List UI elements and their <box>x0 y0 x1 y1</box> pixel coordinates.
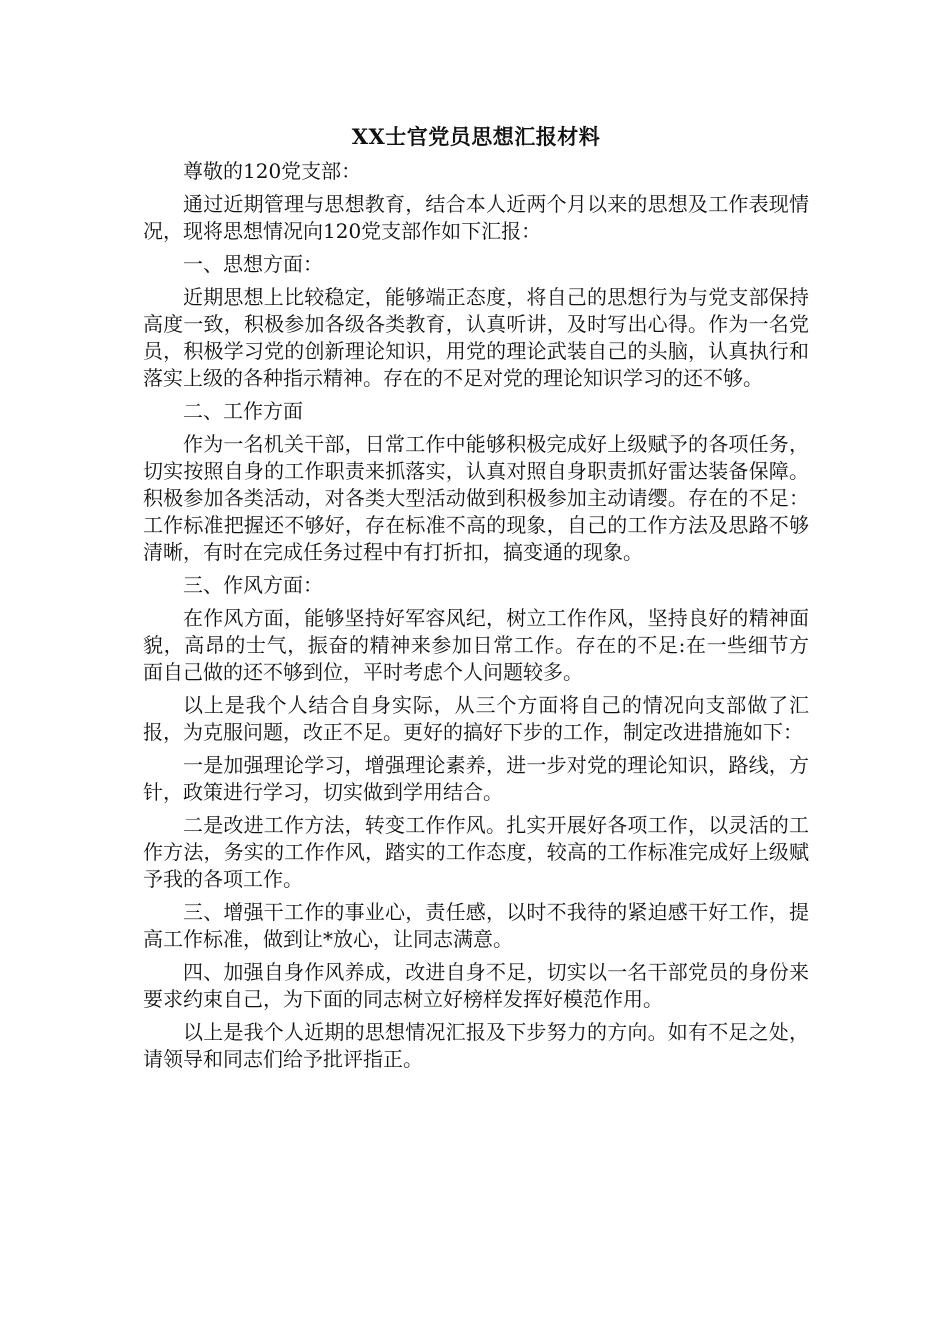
style-paragraph: 在作风方面，能够坚持好军容风纪，树立工作作风，坚持良好的精神面貌，高昂的士气，振奋的精神来参加日常工作。存在的不足:在一些细节方面自己做的还不够到位，平时考虑个人问题较多。 <box>143 606 809 684</box>
summary-paragraph: 以上是我个人结合自身实际，从三个方面将自己的情况向支部做了汇报，为克服问题，改正不足。更好的搞好下步的工作，制定改进措施如下： <box>143 693 809 744</box>
section-heading-thought: 一、思想方面： <box>183 252 323 276</box>
measure-2-paragraph: 二是改进工作方法，转变工作作风。扎实开展好各项工作，以灵活的工作方法，务实的工作作风，踏实的工作态度，较高的工作标准完成好上级赋予我的各项工作。 <box>143 813 809 891</box>
closing-paragraph: 以上是我个人近期的思想情况汇报及下步努力的方向。如有不足之处，请领导和同志们给予批评指正。 <box>143 1020 809 1071</box>
section-heading-work: 二、工作方面 <box>183 399 303 423</box>
measure-3-paragraph: 三、增强干工作的事业心，责任感，以时不我待的紧迫感干好工作，提高工作标准，做到让*放心，让同志满意。 <box>143 900 809 951</box>
work-paragraph: 作为一名机关干部，日常工作中能够积极完成好上级赋予的各项任务，切实按照自身的工作职责来抓落实，认真对照自身职责抓好雷达装备保障。积极参加各类活动，对各类大型活动做到积极参加主动请缨。存在的不足：工作标准把握还不够好，存在标准不高的现象，自己的工作方法及思路不够清晰，有时在完成任务过程中有打折扣，搞变通的现象。 <box>143 432 809 564</box>
section-heading-style: 三、作风方面： <box>183 573 323 597</box>
salutation: 尊敬的120党支部： <box>183 159 362 183</box>
document-page <box>143 122 809 1079</box>
measure-1-paragraph: 一是加强理论学习，增强理论素养，进一步对党的理论知识，路线，方针，政策进行学习，切实做到学用结合。 <box>143 753 809 804</box>
measure-4-paragraph: 四、加强自身作风养成，改进自身不足，切实以一名干部党员的身份来要求约束自己，为下面的同志树立好榜样发挥好模范作用。 <box>143 960 809 1011</box>
intro-paragraph: 通过近期管理与思想教育，结合本人近两个月以来的思想及工作表现情况，现将思想情况向120党支部作如下汇报： <box>143 192 809 243</box>
thought-paragraph: 近期思想上比较稳定，能够端正态度，将自己的思想行为与党支部保持高度一致，积极参加各级各类教育，认真听讲，及时写出心得。作为一名党员，积极学习党的创新理论知识，用党的理论武装自己的头脑，认真执行和落实上级的各种指示精神。存在的不足对党的理论知识学习的还不够。 <box>143 285 809 390</box>
document-title: XX士官党员思想汇报材料 <box>351 124 601 149</box>
